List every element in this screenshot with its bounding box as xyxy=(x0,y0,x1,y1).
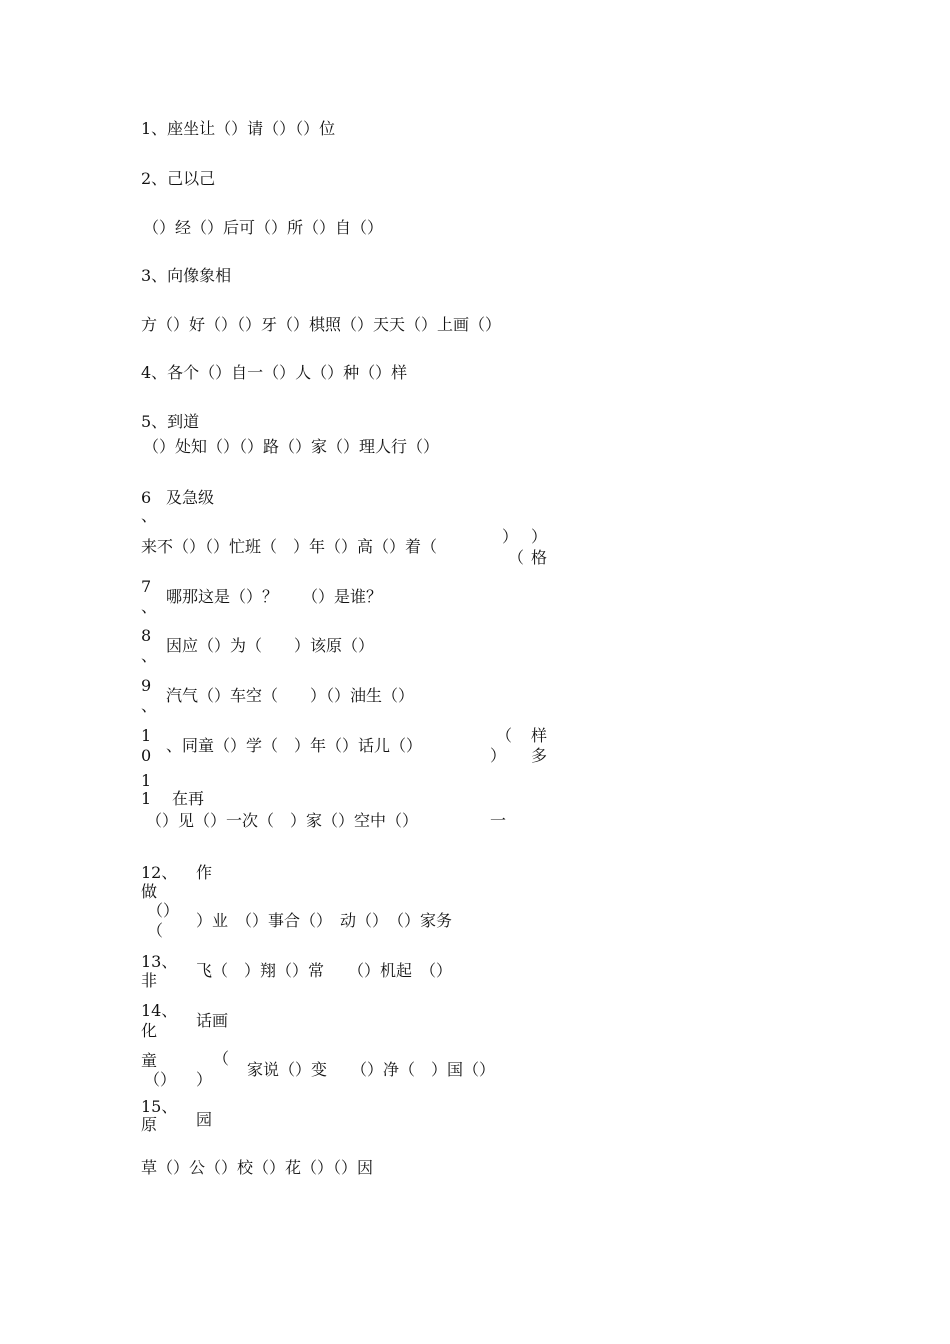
item-7-text: 哪那这是（）？ （）是谁？ xyxy=(166,587,383,606)
item-10-frag-d: 多 xyxy=(531,746,548,765)
item-9-number: 9 xyxy=(141,676,152,695)
item-15-heading: 园 xyxy=(196,1110,213,1129)
item-11-blanks: （）见（）一次（ ）家（）空中（） xyxy=(146,811,419,830)
item-10-frag-a: （ xyxy=(496,726,513,745)
item-11-number-a: 1 xyxy=(141,771,152,790)
item-10-number-b: 0 xyxy=(141,746,152,765)
item-12-blanks: ）业 （）事合（） 动（） （）家务 xyxy=(196,911,453,930)
item-14-blanks: 家说（）变 （）净（ ）国（） xyxy=(247,1060,496,1079)
item-12-frag-b: （ xyxy=(147,921,164,940)
item-10-frag-b: ） xyxy=(490,746,507,765)
item-14-heading: 话画 xyxy=(196,1011,229,1030)
item-10-number-a: 1 xyxy=(141,726,152,745)
item-14-row-char: 童 xyxy=(141,1051,158,1070)
item-12-frag-a: （） xyxy=(147,901,180,920)
item-6-frag-c: （ xyxy=(508,548,525,567)
item-13-number: 13、 xyxy=(141,952,178,971)
item-12-heading: 作 xyxy=(196,863,213,882)
item-3-blanks: 方（）好（）（）牙（）棋照（）天天（）上画（） xyxy=(141,315,502,334)
item-4-text: 4、各个（）自一（）人（）种（）样 xyxy=(141,363,408,382)
item-7-number: 7 xyxy=(141,577,152,596)
item-7-mark: 、 xyxy=(141,597,158,616)
item-6-heading: 及急级 xyxy=(166,488,215,507)
item-5-blanks: （）处知（）（）路（）家（）理人行（） xyxy=(143,437,440,456)
item-11-number-b: 1 xyxy=(141,789,152,808)
item-6-mark: 、 xyxy=(141,506,158,525)
item-13-blanks: 飞（ ）翔（）常 （）机起 （） xyxy=(196,961,453,980)
item-15-number: 15、 xyxy=(141,1097,178,1116)
item-8-mark: 、 xyxy=(141,646,158,665)
item-14-frag-b: ） xyxy=(196,1070,213,1089)
item-14-char: 化 xyxy=(141,1021,158,1040)
item-6-number: 6 xyxy=(141,488,152,507)
item-2-blanks: （）经（）后可（）所（）自（） xyxy=(143,218,384,237)
item-6-frag-b: ） xyxy=(531,527,548,546)
item-10-text: 、同童（）学（ ）年（）话儿（） xyxy=(166,736,423,755)
item-6-blanks: 来不（）（）忙班（ ）年（）高（）着（ xyxy=(141,537,438,556)
item-12-clipped-char: 做 xyxy=(141,882,158,901)
item-11-frag: 一 xyxy=(490,811,507,830)
item-5-heading: 5、到道 xyxy=(141,412,200,431)
item-13-char: 非 xyxy=(141,971,158,990)
item-9-mark: 、 xyxy=(141,696,158,715)
item-11-heading: 在再 xyxy=(172,789,205,808)
item-15-clipped-char: 原 xyxy=(141,1115,158,1134)
item-1-text: 1、座坐让（）请（）（）位 xyxy=(141,119,336,138)
item-14-row-blank: （） xyxy=(144,1070,177,1089)
item-6-frag-d: 格 xyxy=(531,548,548,567)
item-6-frag-a: ） xyxy=(502,527,519,546)
item-10-frag-c: 样 xyxy=(531,726,548,745)
item-8-text: 因应（）为（ ）该原（） xyxy=(166,636,375,655)
item-14-number: 14、 xyxy=(141,1001,178,1020)
item-8-number: 8 xyxy=(141,626,152,645)
item-12-number: 12、 xyxy=(141,863,178,882)
item-15-blanks: 草（）公（）校（）花（）（）因 xyxy=(141,1158,374,1177)
item-9-text: 汽气（）车空（ ）（）油生（） xyxy=(166,686,415,705)
item-14-frag-a: （ xyxy=(213,1049,230,1068)
item-3-heading: 3、向像象相 xyxy=(141,266,232,285)
item-2-heading: 2、己以己 xyxy=(141,169,216,188)
